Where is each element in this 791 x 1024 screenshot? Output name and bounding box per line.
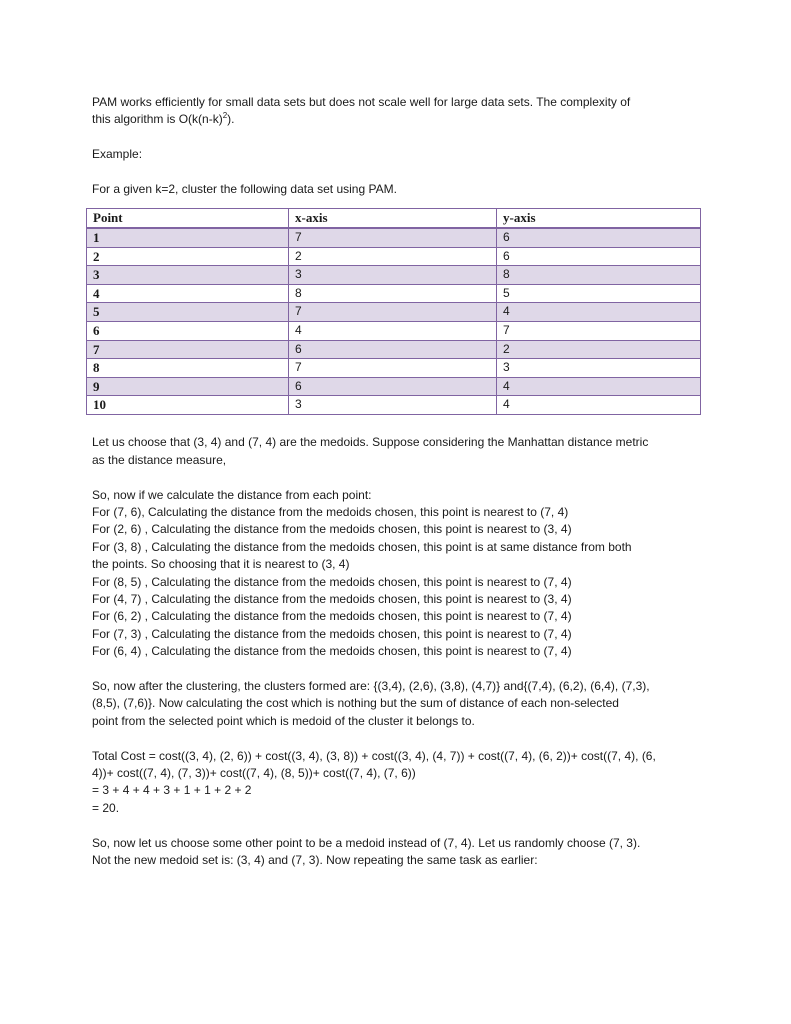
cell-y: 6 <box>497 247 701 266</box>
cell-x: 6 <box>289 377 497 396</box>
cell-point: 8 <box>87 359 289 378</box>
cell-x: 3 <box>289 396 497 415</box>
document-page <box>92 94 704 869</box>
cell-y: 6 <box>497 228 701 247</box>
next-medoid-line-2: Not the new medoid set is: (3, 4) and (7, 3). Now repeating the same task as earlier: <box>92 853 538 868</box>
clusters-line-2: (8,5), (7,6)}. Now calculating the cost which is nothing but the sum of distance of each non-selected <box>92 696 619 711</box>
complexity-prefix: this algorithm is O(k(n-k) <box>92 112 223 127</box>
cell-x: 2 <box>289 247 497 266</box>
cell-y: 5 <box>497 284 701 303</box>
table-row <box>87 284 701 303</box>
medoids-line-1: Let us choose that (3, 4) and (7, 4) are the medoids. Suppose considering the Manhattan distance metric <box>92 435 649 450</box>
complexity-suffix: ). <box>227 112 235 127</box>
points-table <box>86 208 701 415</box>
cell-x: 3 <box>289 266 497 285</box>
cell-x: 7 <box>289 228 497 247</box>
cell-y: 3 <box>497 359 701 378</box>
medoids-line-2: as the distance measure, <box>92 452 227 467</box>
example-label: Example: <box>92 147 143 162</box>
distance-line: For (2, 6) , Calculating the distance from the medoids chosen, this point is nearest to (3, 4) <box>92 522 572 537</box>
cell-x: 4 <box>289 321 497 340</box>
table-row <box>87 266 701 285</box>
cost-sum-line: = 3 + 4 + 4 + 3 + 1 + 1 + 2 + 2 <box>92 783 252 798</box>
cell-point: 1 <box>87 228 289 247</box>
cell-point: 9 <box>87 377 289 396</box>
cell-point: 10 <box>87 396 289 415</box>
cell-point: 2 <box>87 247 289 266</box>
cell-y: 4 <box>497 377 701 396</box>
cell-x: 6 <box>289 340 497 359</box>
cell-point: 6 <box>87 321 289 340</box>
cell-y: 7 <box>497 321 701 340</box>
distance-line: For (8, 5) , Calculating the distance from the medoids chosen, this point is nearest to (7, 4) <box>92 574 572 589</box>
header-x-axis: x-axis <box>289 209 497 228</box>
cost-result-line: = 20. <box>92 800 120 815</box>
cell-x: 8 <box>289 284 497 303</box>
table-header-row <box>87 209 701 228</box>
cell-point: 3 <box>87 266 289 285</box>
table-row <box>87 377 701 396</box>
clusters-line-1: So, now after the clustering, the clusters formed are: {(3,4), (2,6), (3,8), (4,7)} and{(7,4), (6,2), (6,4), (7,3), <box>92 678 650 693</box>
total-cost-line-1: Total Cost = cost((3, 4), (2, 6)) + cost((3, 4), (3, 8)) + cost((3, 4), (4, 7)) + cost((7, 4), (6, 2))+ cost((7, 4), (6, <box>92 748 656 763</box>
task-statement: For a given k=2, cluster the following data set using PAM. <box>92 182 397 196</box>
complexity-line-1: PAM works efficiently for small data sets but does not scale well for large data sets. The complexity of <box>92 95 631 109</box>
complexity-exponent: 2 <box>222 111 228 121</box>
distance-line: For (6, 2) , Calculating the distance from the medoids chosen, this point is nearest to (7, 4) <box>92 609 572 624</box>
distance-line: For (4, 7) , Calculating the distance from the medoids chosen, this point is nearest to (3, 4) <box>92 591 572 606</box>
table-row <box>87 247 701 266</box>
table-row <box>87 340 701 359</box>
table-row <box>87 359 701 378</box>
distance-line: For (6, 4) , Calculating the distance from the medoids chosen, this point is nearest to (7, 4) <box>92 644 572 659</box>
cell-y: 4 <box>497 303 701 322</box>
next-medoid-line-1: So, now let us choose some other point to be a medoid instead of (7, 4). Let us randomly choose (7, 3). <box>92 835 641 850</box>
table-row <box>87 228 701 247</box>
cell-y: 8 <box>497 266 701 285</box>
table-row <box>87 396 701 415</box>
distance-line: For (7, 6), Calculating the distance from the medoids chosen, this point is nearest to (7, 4) <box>92 504 569 519</box>
cell-point: 7 <box>87 340 289 359</box>
distance-line: For (7, 3) , Calculating the distance from the medoids chosen, this point is nearest to (7, 4) <box>92 626 572 641</box>
cell-point: 4 <box>87 284 289 303</box>
cell-y: 2 <box>497 340 701 359</box>
clusters-line-3: point from the selected point which is medoid of the cluster it belongs to. <box>92 713 475 728</box>
header-y-axis: y-axis <box>497 209 701 228</box>
cell-point: 5 <box>87 303 289 322</box>
complexity-line-2 <box>92 111 704 128</box>
distance-line: the points. So choosing that it is nearest to (3, 4) <box>92 557 350 572</box>
distance-line: For (3, 8) , Calculating the distance from the medoids chosen, this point is at same distance from both <box>92 539 632 554</box>
distance-intro: So, now if we calculate the distance from each point: <box>92 487 372 502</box>
cell-y: 4 <box>497 396 701 415</box>
cell-x: 7 <box>289 303 497 322</box>
table-row <box>87 321 701 340</box>
header-point: Point <box>87 209 289 228</box>
table-row <box>87 303 701 322</box>
total-cost-line-2: 4))+ cost((7, 4), (7, 3))+ cost((7, 4), (8, 5))+ cost((7, 4), (7, 6)) <box>92 766 416 780</box>
cell-x: 7 <box>289 359 497 378</box>
